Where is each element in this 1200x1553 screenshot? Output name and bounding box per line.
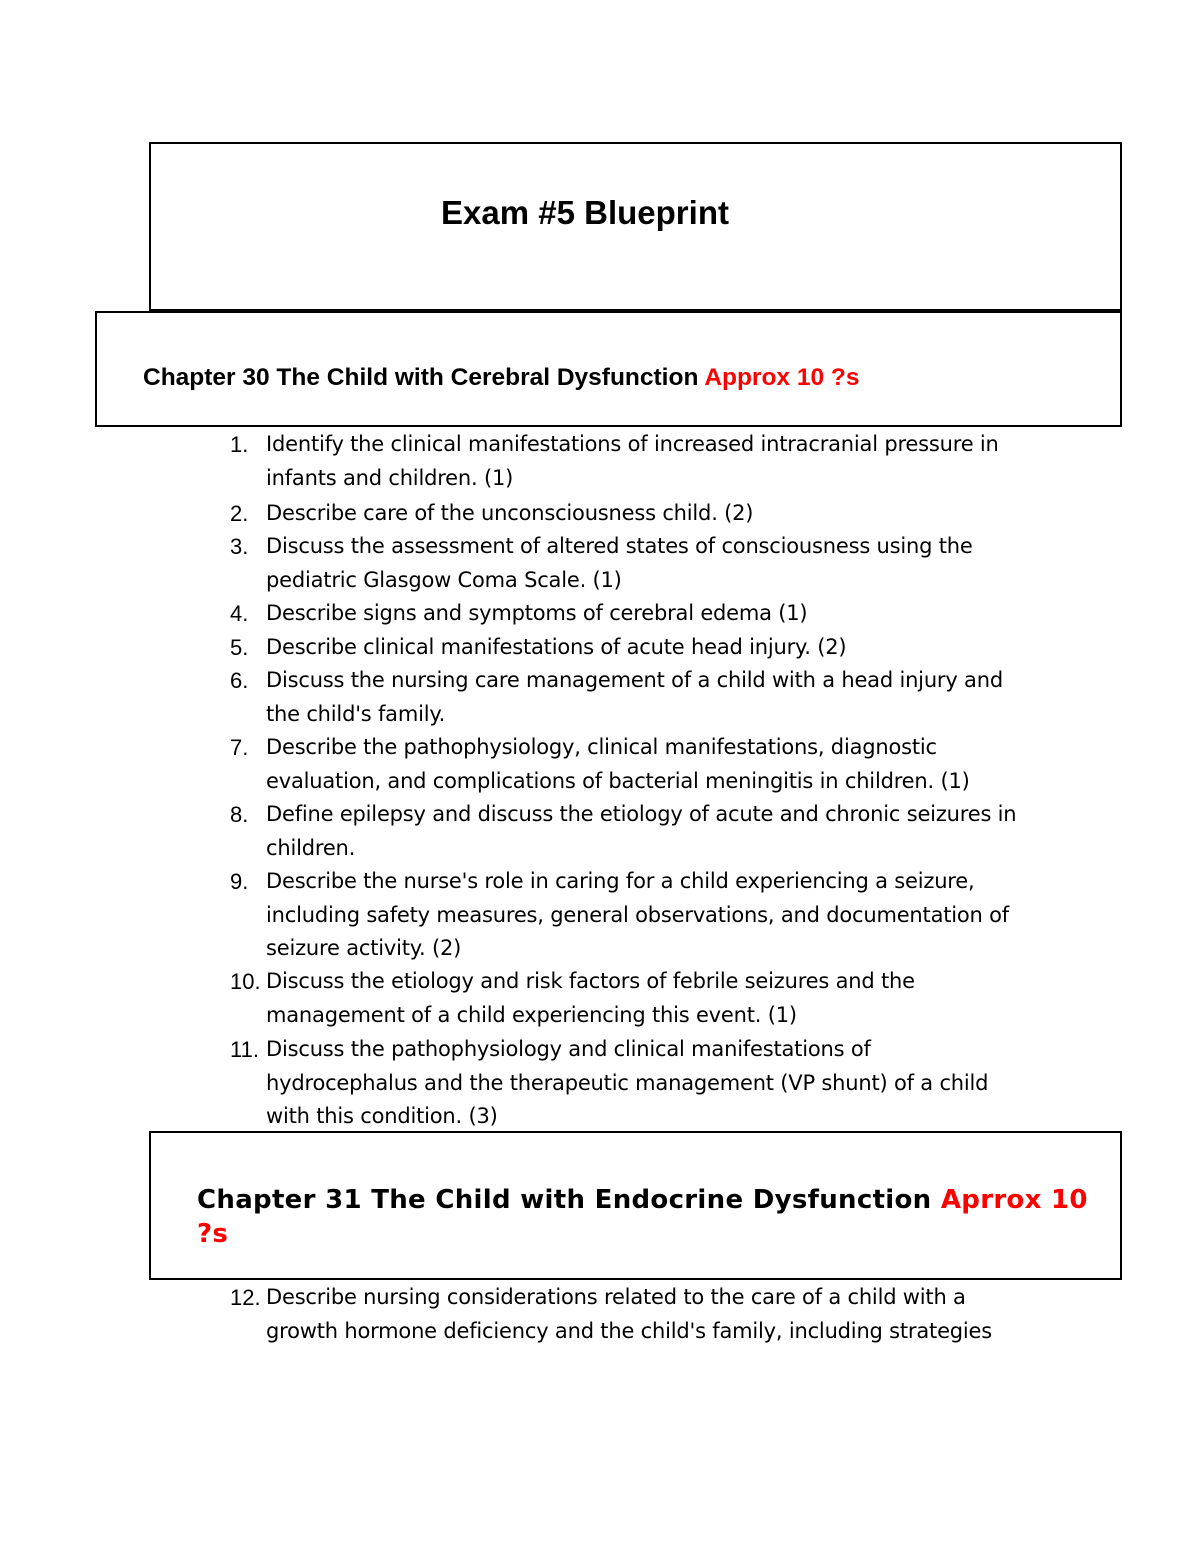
item-number: 5. [230,635,249,660]
item-number: 10. [230,969,261,994]
chapter-31-heading [197,1183,1097,1251]
item-text: Identify the clinical manifestations of increased intracranial pressure in infants and children. (1) [266,432,999,490]
item-number: 7. [230,735,249,760]
item-text: Define epilepsy and discuss the etiology of acute and chronic seizures in children. [266,802,1017,860]
item-number: 4. [230,601,249,626]
item-number: 6. [230,668,249,693]
item-number: 9. [230,869,249,894]
item-text: Discuss the assessment of altered states of consciousness using the pediatric Glasgow Coma Scale. (1) [266,534,973,592]
item-text: Describe the pathophysiology, clinical manifestations, diagnostic evaluation, and complications of bacterial meningitis in children. (1) [266,735,970,793]
chapter-31-title: Chapter 31 The Child with Endocrine Dysfunction [197,1185,941,1215]
item-number: 2. [230,501,249,526]
item-number: 8. [230,802,249,827]
item-text: Describe signs and symptoms of cerebral edema (1) [266,601,808,625]
chapter-30-approx: Approx 10 ?s [704,364,860,391]
item-text: Describe clinical manifestations of acute head injury. (2) [266,635,847,659]
chapter-30-heading [143,364,860,392]
page-title: Exam #5 Blueprint [441,194,729,231]
chapter-31-approx: Aprrox 10 ?s [197,1185,1088,1249]
item-text: Describe the nurse's role in caring for a child experiencing a seizure, including safety measures, general observations, and documentation of seizure activity. (2) [266,869,1009,960]
chapter-30-title: Chapter 30 The Child with Cerebral Dysfunction [143,364,705,391]
item-text: Discuss the pathophysiology and clinical manifestations of hydrocephalus and the therapeutic management (VP shunt) of a child with this condition. (3) [266,1037,989,1128]
item-number: 12. [230,1285,261,1310]
item-text: Discuss the etiology and risk factors of febrile seizures and the management of a child experiencing this event. (1) [266,969,915,1027]
item-number: 3. [230,534,249,559]
item-text: Describe nursing considerations related to the care of a child with a growth hormone deficiency and the child's family, including strategies [266,1285,993,1343]
item-number: 1. [230,432,249,457]
item-number: 11. [230,1037,259,1062]
item-text: Discuss the nursing care management of a child with a head injury and the child's family. [266,668,1003,726]
item-text: Describe care of the unconsciousness child. (2) [266,501,754,525]
